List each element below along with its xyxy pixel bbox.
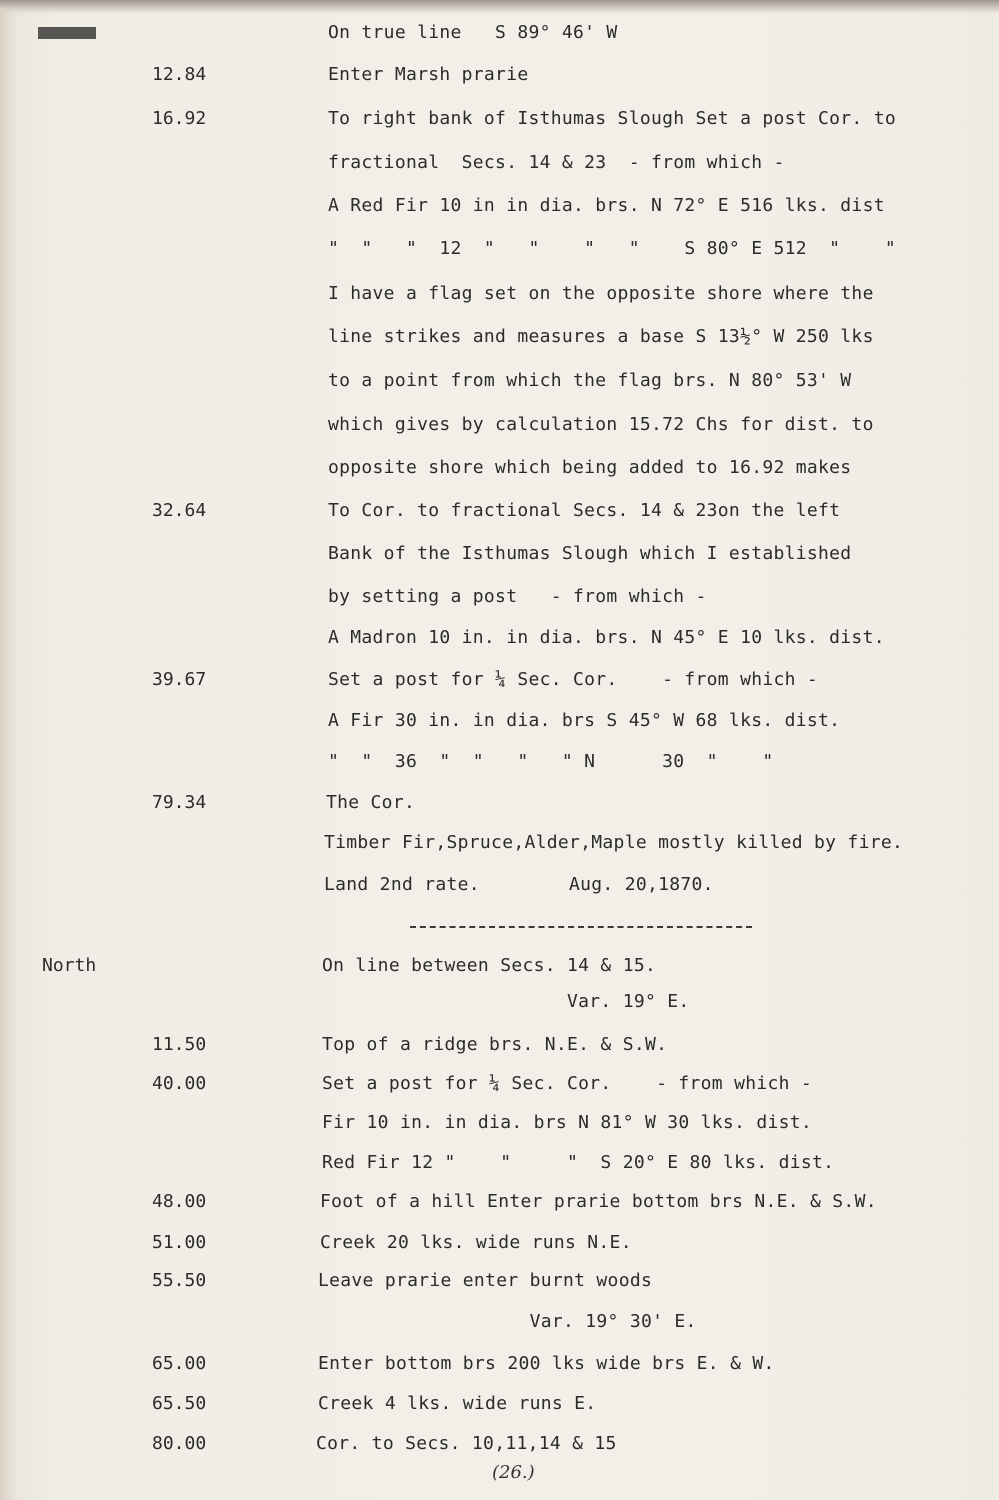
chain-distance: 16.92	[152, 108, 207, 129]
chain-distance: 48.00	[152, 1191, 207, 1212]
note-line: to a point from which the flag brs. N 80° 53' W	[328, 370, 852, 391]
chain-distance: 40.00	[152, 1073, 207, 1094]
note-line: Timber Fir,Spruce,Alder,Maple mostly killed by fire.	[324, 832, 904, 853]
scan-top-shadow	[0, 0, 999, 14]
note-line: line strikes and measures a base S 13½° W 250 lks	[328, 326, 874, 347]
note-line: On true line S 89° 46' W	[328, 22, 618, 43]
chain-distance: 65.00	[152, 1353, 207, 1374]
note-line: Set a post for ¼ Sec. Cor. - from which -	[328, 669, 819, 690]
note-line: A Madron 10 in. in dia. brs. N 45° E 10 lks. dist.	[328, 627, 885, 648]
note-line: Foot of a hill Enter prarie bottom brs N.E. & S.W.	[320, 1191, 877, 1212]
note-line: I have a flag set on the opposite shore where the	[328, 283, 874, 304]
chain-distance: 39.67	[152, 669, 207, 690]
note-line: Land 2nd rate. Aug. 20,1870.	[324, 874, 714, 895]
note-line: opposite shore which being added to 16.92 makes	[328, 457, 852, 478]
note-line: Creek 4 lks. wide runs E.	[318, 1393, 597, 1414]
section-divider	[410, 926, 752, 928]
note-line: Cor. to Secs. 10,11,14 & 15	[316, 1433, 617, 1454]
note-line: Set a post for ¼ Sec. Cor. - from which -	[322, 1073, 813, 1094]
note-line: On line between Secs. 14 & 15.	[322, 955, 657, 976]
chain-distance: 79.34	[152, 792, 207, 813]
chain-distance: 11.50	[152, 1034, 207, 1055]
note-line: The Cor.	[326, 792, 416, 813]
note-line: Var. 19° E.	[322, 991, 690, 1012]
note-line: " " 36 " " " " N 30 " "	[328, 751, 774, 772]
note-line: " " " 12 " " " " S 80° E 512 " "	[328, 238, 896, 259]
note-line: Creek 20 lks. wide runs N.E.	[320, 1232, 632, 1253]
chain-distance: 12.84	[152, 64, 207, 85]
chain-distance: North	[42, 955, 97, 976]
chain-distance: 51.00	[152, 1232, 207, 1253]
note-line: which gives by calculation 15.72 Chs for dist. to	[328, 414, 874, 435]
note-line: Leave prarie enter burnt woods	[318, 1270, 653, 1291]
note-line: To right bank of Isthumas Slough Set a post Cor. to	[328, 108, 896, 129]
chain-distance: 65.50	[152, 1393, 207, 1414]
note-line: Top of a ridge brs. N.E. & S.W.	[322, 1034, 668, 1055]
note-line: Red Fir 12 " " " S 20° E 80 lks. dist.	[322, 1152, 835, 1173]
note-line: To Cor. to fractional Secs. 14 & 23on the left	[328, 500, 841, 521]
page-number: (26.)	[492, 1462, 535, 1483]
note-line: Enter Marsh prarie	[328, 64, 529, 85]
chain-distance: 32.64	[152, 500, 207, 521]
note-line: Bank of the Isthumas Slough which I established	[328, 543, 852, 564]
note-line: fractional Secs. 14 & 23 - from which -	[328, 152, 785, 173]
note-line: Fir 10 in. in dia. brs N 81° W 30 lks. dist.	[322, 1112, 813, 1133]
note-line: Var. 19° 30' E.	[318, 1311, 697, 1332]
struck-out-heading	[38, 27, 96, 39]
note-line: A Fir 30 in. in dia. brs S 45° W 68 lks. dist.	[328, 710, 841, 731]
note-line: Enter bottom brs 200 lks wide brs E. & W.	[318, 1353, 775, 1374]
chain-distance: 80.00	[152, 1433, 207, 1454]
chain-distance: 55.50	[152, 1270, 207, 1291]
note-line: by setting a post - from which -	[328, 586, 707, 607]
note-line: A Red Fir 10 in in dia. brs. N 72° E 516 lks. dist	[328, 195, 885, 216]
